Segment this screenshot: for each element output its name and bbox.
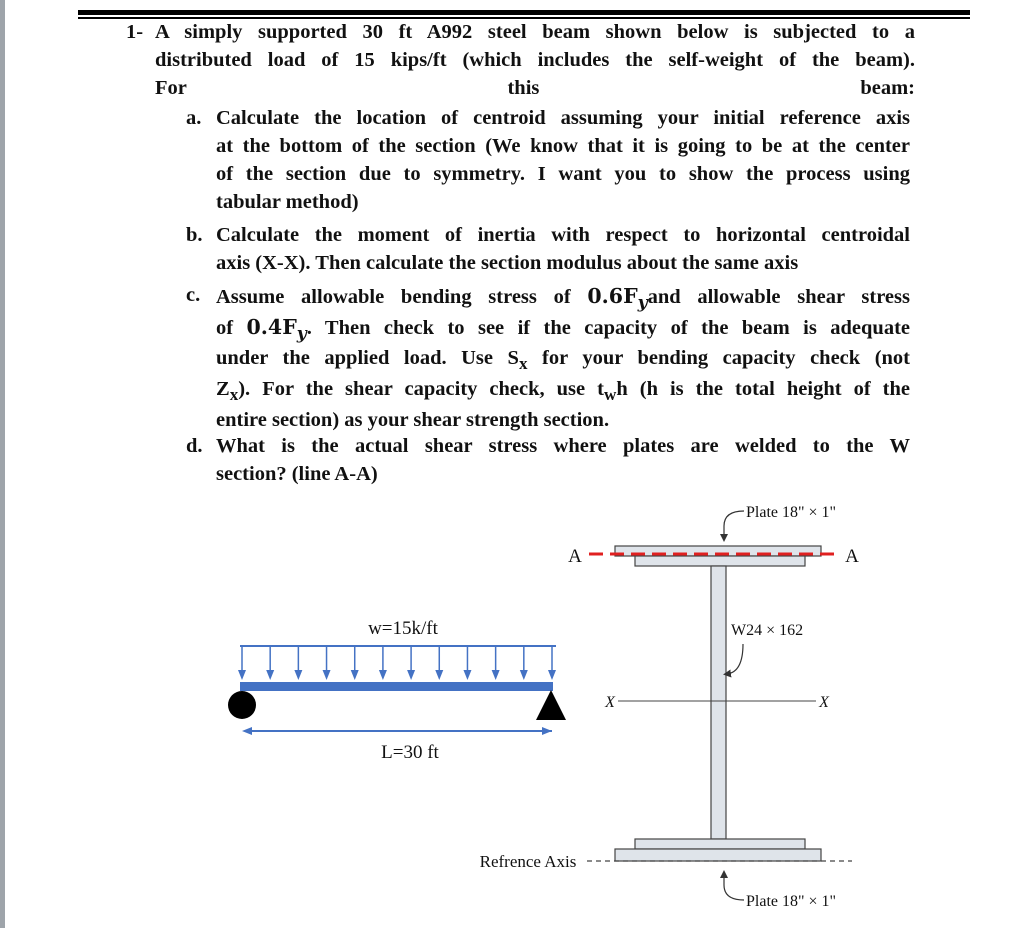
load-arrow-head: [266, 670, 274, 680]
allowable-shear-factor: 0.4F: [246, 315, 297, 339]
part-d-line: section? (line A-A): [216, 463, 378, 485]
load-arrow-head: [463, 670, 471, 680]
load-arrow-head: [238, 670, 246, 680]
top-flange: [635, 556, 805, 566]
load-arrow-head: [492, 670, 500, 680]
allowable-bending-factor: 0.6F: [587, 284, 638, 308]
load-arrow-head: [520, 670, 528, 680]
part-c-text-run: h (h is the total height of the: [616, 378, 910, 400]
question-number: 1-: [126, 21, 144, 43]
line-a-right-label: A: [845, 546, 859, 567]
load-arrow-head: [548, 670, 556, 680]
part-a-line: tabular method): [216, 191, 359, 213]
roller-support: [536, 690, 566, 720]
subscript-x: x: [518, 354, 528, 374]
top-plate-leader: [724, 511, 744, 538]
bottom-flange: [635, 839, 805, 849]
cross-section: [480, 504, 860, 910]
part-c-text-run: Z: [216, 378, 230, 400]
part-c-text-run: of: [216, 317, 247, 339]
reference-axis-label: Refrence Axis: [479, 852, 577, 871]
x-axis-right-label: X: [819, 694, 829, 711]
bottom-plate: [615, 849, 821, 861]
subscript-x: x: [229, 385, 239, 405]
subscript-y: y: [296, 324, 307, 345]
load-arrow-head: [435, 670, 443, 680]
line-a-left-label: A: [568, 546, 582, 567]
load-arrow-head: [294, 670, 302, 680]
part-d-line: What is the actual shear stress where plates are welded to the W: [216, 435, 910, 457]
load-label: w=15k/ft: [368, 618, 438, 639]
stem-line: For this beam:: [155, 77, 915, 99]
part-c-line: entire section) as your shear strength section.: [216, 409, 610, 431]
pin-support: [228, 691, 256, 719]
load-arrow-head: [407, 670, 415, 680]
load-arrow-head: [351, 670, 359, 680]
beam-elevation: [228, 618, 566, 763]
beam: [240, 682, 553, 691]
part-b-line: axis (X-X). Then calculate the section modulus about the same axis: [216, 252, 799, 274]
part-c-text-run: and allowable shear stress: [647, 286, 910, 308]
part-a-line: of the section due to symmetry. I want you to show the process using: [216, 163, 910, 185]
part-a-line: at the bottom of the section (We know that it is going to be at the center: [216, 135, 910, 157]
part-d-label: d.: [186, 435, 203, 457]
part-a-label: a.: [186, 107, 202, 129]
part-b-label: b.: [186, 224, 203, 246]
web: [711, 566, 726, 839]
load-arrow-head: [323, 670, 331, 680]
stem-line: A simply supported 30 ft A992 steel beam shown below is subjected to a: [155, 21, 915, 43]
part-c-text-run: . Then check to see if the capacity of the beam is adequate: [306, 317, 911, 339]
part-c-text-run: under the applied load. Use S: [216, 347, 519, 369]
subscript-y: y: [637, 293, 648, 314]
x-axis-left-label: X: [605, 694, 615, 711]
load-arrows: [238, 646, 556, 680]
span-arrow-left: [242, 727, 252, 735]
part-c-label: c.: [186, 284, 201, 306]
part-c-text-run: ). For the shear capacity check, use t: [238, 378, 604, 400]
stem-line: distributed load of 15 kips/ft (which includes the self-weight of the beam).: [155, 49, 915, 71]
span-label: L=30 ft: [381, 742, 439, 763]
part-c-text-run: Assume allowable bending stress of: [216, 286, 588, 308]
part-b-line: Calculate the moment of inertia with respect to horizontal centroidal: [216, 224, 910, 246]
bottom-plate-leader: [724, 874, 744, 900]
section-leader: [727, 644, 743, 674]
subscript-w: w: [603, 385, 617, 405]
load-arrow-head: [379, 670, 387, 680]
part-a-line: Calculate the location of centroid assuming your initial reference axis: [216, 107, 910, 129]
section-label: W24 × 162: [731, 622, 804, 639]
top-plate-label: Plate 18" × 1": [746, 504, 837, 521]
part-c-text-run: for your bending capacity check (not: [527, 347, 910, 369]
bottom-plate-label: Plate 18" × 1": [746, 893, 837, 910]
